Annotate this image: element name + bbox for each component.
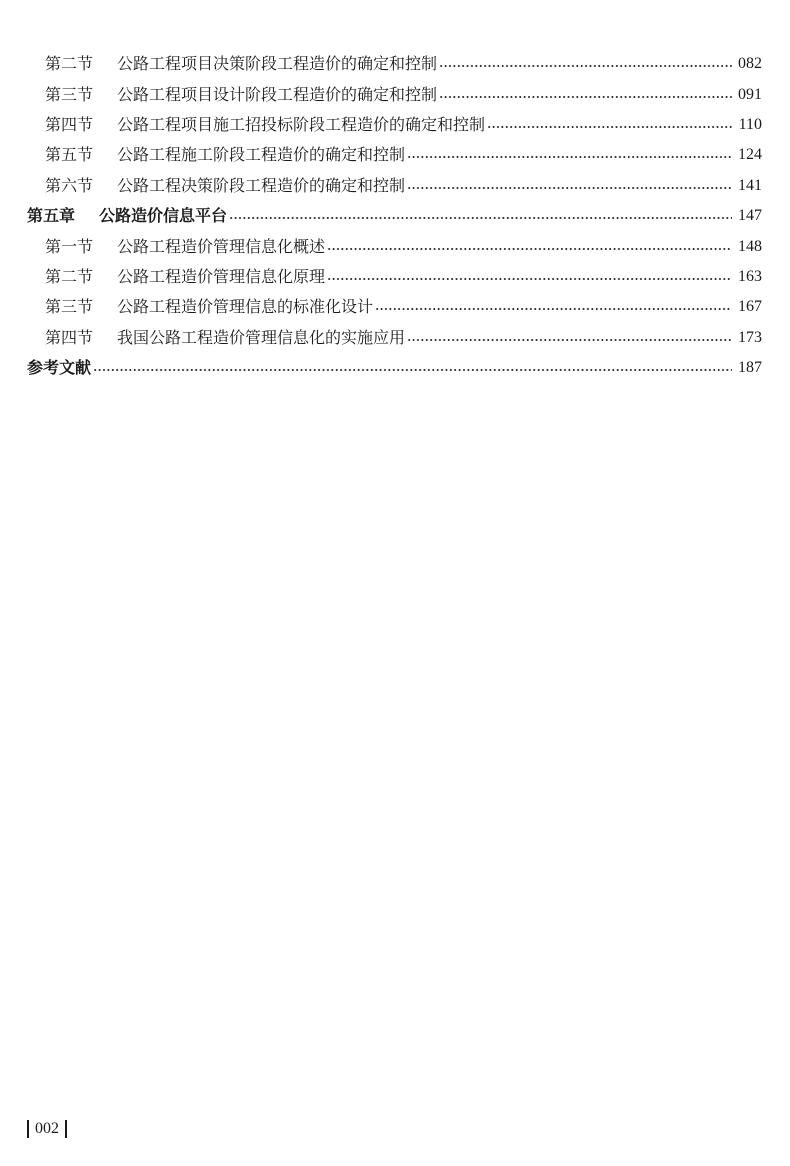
dot-leader <box>229 217 732 219</box>
dot-leader <box>327 248 732 250</box>
toc-entry-section-5[interactable] <box>0 140 790 170</box>
toc-entry-page: 148 <box>738 237 762 255</box>
toc-entry-references[interactable] <box>0 353 790 383</box>
toc-entry-section-4[interactable] <box>0 110 790 140</box>
toc-entry-page: 124 <box>738 146 762 164</box>
toc-entry-page: 141 <box>738 176 762 194</box>
toc-entry-section-3b[interactable] <box>0 292 790 322</box>
table-of-contents <box>0 49 790 383</box>
dot-leader <box>93 369 732 371</box>
toc-entry-section-2[interactable] <box>0 49 790 79</box>
footer-bar-left <box>27 1120 29 1138</box>
toc-entry-title: 公路工程项目设计阶段工程造价的确定和控制 <box>117 84 438 104</box>
toc-entry-title: 公路工程项目施工招投标阶段工程造价的确定和控制 <box>117 114 486 134</box>
toc-entry-title: 公路工程项目决策阶段工程造价的确定和控制 <box>117 54 438 74</box>
toc-entry-section-4b[interactable] <box>0 323 790 353</box>
toc-entry-title: 公路工程造价管理信息的标准化设计 <box>117 297 374 317</box>
toc-entry-page: 110 <box>738 115 762 133</box>
toc-entry-title: 公路工程施工阶段工程造价的确定和控制 <box>117 145 406 165</box>
dot-leader <box>407 156 732 158</box>
toc-entry-label: 第五节 <box>45 145 94 165</box>
toc-entry-page: 173 <box>738 328 762 346</box>
toc-entry-section-6[interactable] <box>0 171 790 201</box>
footer-bar-right <box>65 1120 67 1138</box>
toc-entry-page: 167 <box>738 298 762 316</box>
dot-leader <box>439 96 732 98</box>
toc-entry-page: 163 <box>738 267 762 285</box>
toc-entry-label: 第三节 <box>45 84 94 104</box>
toc-entry-title: 我国公路工程造价管理信息化的实施应用 <box>117 327 406 347</box>
dot-leader <box>407 339 732 341</box>
toc-entry-label: 第一节 <box>45 236 94 256</box>
toc-entry-page: 091 <box>738 85 762 103</box>
dot-leader <box>375 308 732 310</box>
dot-leader <box>487 126 733 128</box>
toc-entry-title: 公路工程造价管理信息化概述 <box>117 236 326 256</box>
toc-entry-title: 公路造价信息平台 <box>99 206 228 226</box>
toc-entry-page: 187 <box>738 359 762 377</box>
page-footer <box>27 1120 67 1138</box>
toc-entry-title: 公路工程造价管理信息化原理 <box>117 266 326 286</box>
toc-entry-chapter-5[interactable] <box>0 201 790 231</box>
toc-entry-label: 第三节 <box>45 297 94 317</box>
toc-entry-title: 公路工程决策阶段工程造价的确定和控制 <box>117 175 406 195</box>
toc-entry-page: 147 <box>738 207 762 225</box>
dot-leader <box>439 65 732 67</box>
toc-entry-label: 第四节 <box>45 114 94 134</box>
toc-entry-title: 参考文献 <box>27 358 92 378</box>
toc-entry-section-3[interactable] <box>0 79 790 109</box>
toc-entry-label: 第四节 <box>45 327 94 347</box>
toc-entry-label: 第五章 <box>27 206 76 226</box>
toc-entry-section-1[interactable] <box>0 231 790 261</box>
dot-leader <box>407 187 732 189</box>
toc-entry-label: 第二节 <box>45 266 94 286</box>
dot-leader <box>327 278 732 280</box>
page-number: 002 <box>35 1120 59 1137</box>
toc-entry-label: 第六节 <box>45 175 94 195</box>
toc-entry-page: 082 <box>738 55 762 73</box>
toc-entry-section-2b[interactable] <box>0 262 790 292</box>
toc-entry-label: 第二节 <box>45 54 94 74</box>
